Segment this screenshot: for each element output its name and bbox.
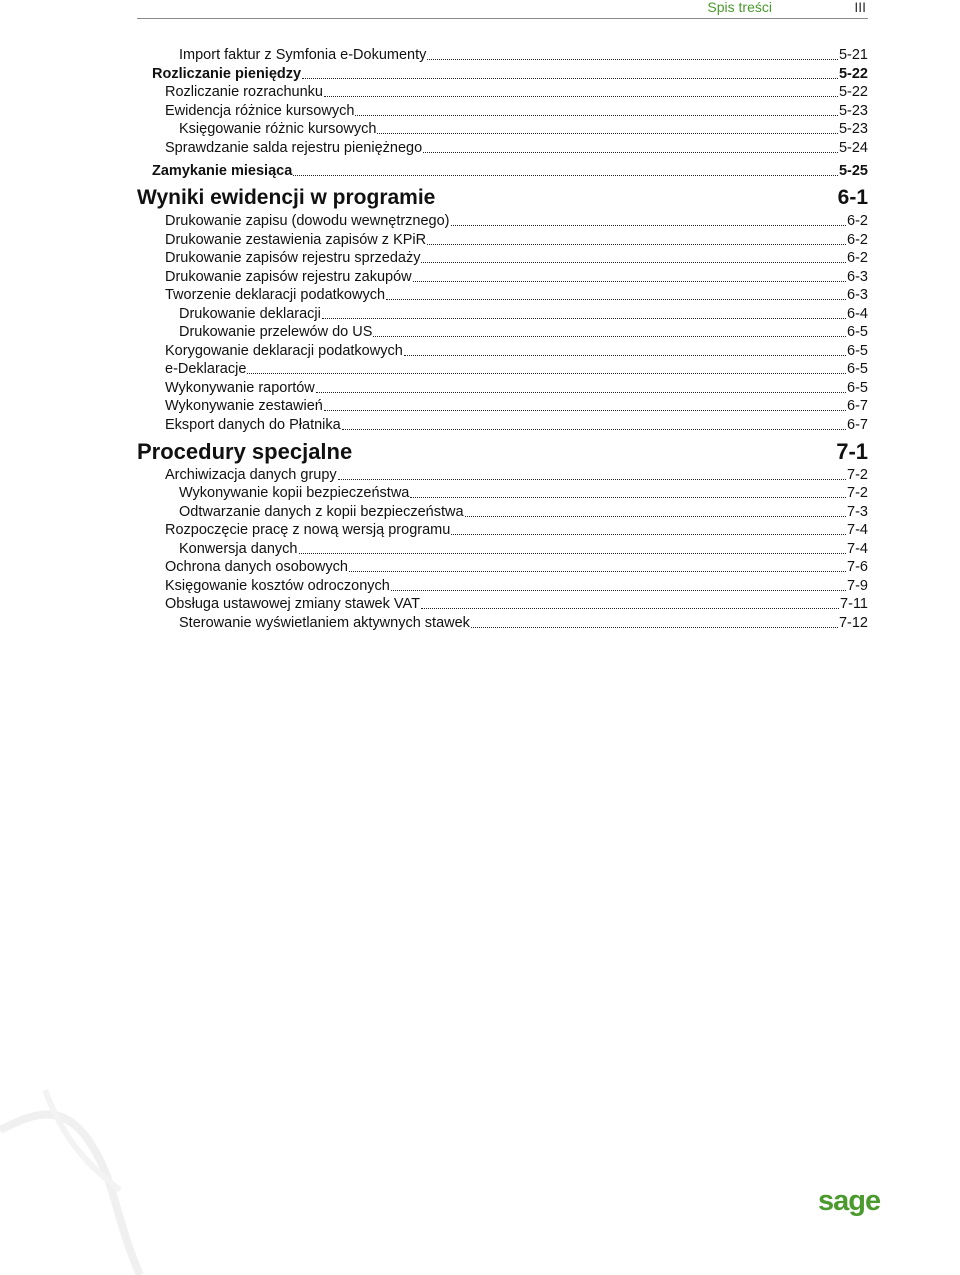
toc-entry-title: Księgowanie różnic kursowych [179, 121, 377, 137]
toc-entry[interactable] [165, 558, 868, 576]
toc-entry[interactable] [165, 466, 868, 484]
toc-entry[interactable] [165, 231, 868, 249]
toc-entry[interactable] [165, 83, 868, 101]
toc-leader [373, 324, 846, 337]
toc-entry-title: Ochrona danych osobowych [165, 559, 348, 575]
toc-entry[interactable] [179, 614, 868, 632]
toc-entry[interactable] [165, 286, 868, 304]
toc-leader [404, 343, 846, 356]
toc-entry-page: 5-23 [838, 121, 868, 137]
toc-entry-title: Rozliczanie rozrachunku [165, 84, 323, 100]
toc-entry[interactable] [165, 379, 868, 397]
toc-entry-page: 6-7 [847, 417, 868, 433]
toc-entry-title: Sprawdzanie salda rejestru pieniężnego [165, 140, 423, 156]
toc-entry-title: Eksport danych do Płatnika [165, 417, 341, 433]
toc-entry-title: Wykonywanie zestawień [165, 398, 323, 414]
toc-entry-title: Ewidencja różnice kursowych [165, 103, 355, 119]
toc-entry-title: Drukowanie zestawienia zapisów z KPiR [165, 232, 427, 248]
sage-logo-text: sage [818, 1185, 881, 1217]
toc-entry[interactable] [179, 120, 868, 138]
toc-entry-page: 7-4 [847, 522, 868, 538]
toc-leader [377, 121, 838, 134]
toc-leader [423, 140, 838, 153]
toc-leader [465, 504, 847, 517]
toc-entry[interactable] [165, 139, 868, 157]
toc-leader [421, 250, 846, 263]
toc-entry[interactable] [165, 521, 868, 539]
header-section-title: Spis treści [707, 0, 772, 15]
toc-leader [316, 380, 846, 393]
toc-entry-page: 6-3 [847, 287, 868, 303]
toc-entry-title: Drukowanie zapisów rejestru sprzedaży [165, 250, 421, 266]
toc-leader [324, 398, 846, 411]
toc-entry[interactable] [165, 397, 868, 415]
toc-entry-page: 6-5 [847, 324, 868, 340]
toc-entry[interactable] [165, 360, 868, 378]
toc-entry-title: Rozliczanie pieniędzy [152, 66, 302, 82]
toc-entry-page: 7-9 [847, 578, 868, 594]
toc-entry-page: 5-25 [838, 163, 868, 179]
toc-entry-page: 7-6 [847, 559, 868, 575]
toc-leader [322, 306, 846, 319]
toc-entry-title: Korygowanie deklaracji podatkowych [165, 343, 403, 359]
toc-entry-page: 7-2 [847, 467, 868, 483]
toc-entry[interactable] [165, 268, 868, 286]
toc-entry-page: 6-4 [847, 306, 868, 322]
toc-entry-page: 6-5 [847, 343, 868, 359]
toc-entry-title: Zamykanie miesiąca [152, 163, 293, 179]
toc-leader [391, 578, 846, 591]
toc-entry-page: 6-5 [847, 361, 868, 377]
toc-entry[interactable] [179, 503, 868, 521]
toc-entry-title: Drukowanie zapisu (dowodu wewnętrznego) [165, 213, 450, 229]
chapter-heading[interactable] [137, 186, 868, 212]
toc-entry[interactable] [152, 162, 868, 180]
decorative-swoosh-graphic [0, 1070, 160, 1275]
toc-entry-page: 7-2 [847, 485, 868, 501]
toc-entry-page: 5-22 [838, 84, 868, 100]
toc-entry-page: 6-7 [847, 398, 868, 414]
toc-entry-page: 7-11 [840, 596, 868, 612]
toc-entry-title: Drukowanie przelewów do US [179, 324, 373, 340]
toc-leader [451, 213, 847, 226]
toc-leader [355, 103, 838, 116]
toc-entry[interactable] [152, 65, 868, 83]
toc-leader [451, 522, 846, 535]
toc-entry-page: 6-2 [847, 250, 868, 266]
header-page-number: III [854, 0, 866, 15]
toc-leader [247, 361, 846, 374]
toc-leader [349, 559, 846, 572]
toc-entry-title: Sterowanie wyświetlaniem aktywnych stawek [179, 615, 470, 631]
toc-entry-title: Odtwarzanie danych z kopii bezpieczeństwa [179, 504, 464, 520]
toc-entry-page: 5-23 [838, 103, 868, 119]
toc-leader [410, 485, 846, 498]
toc-leader [299, 541, 847, 554]
toc-entry-title: Konwersja danych [179, 541, 298, 557]
toc-entry-page: 6-3 [847, 269, 868, 285]
chapter-page: 6-1 [837, 186, 868, 209]
toc-entry[interactable] [179, 540, 868, 558]
toc-entry[interactable] [165, 249, 868, 267]
toc-entry-title: Tworzenie deklaracji podatkowych [165, 287, 386, 303]
toc-entry-page: 6-2 [847, 213, 868, 229]
chapter-heading[interactable] [137, 439, 868, 465]
toc-entry-title: Obsługa ustawowej zmiany stawek VAT [165, 596, 420, 612]
toc-leader [324, 84, 838, 97]
toc-entry-page: 7-4 [847, 541, 868, 557]
toc-entry[interactable] [179, 323, 868, 341]
chapter-title: Wyniki ewidencji w programie [137, 186, 436, 209]
toc-leader [427, 232, 846, 245]
toc-entry-title: Księgowanie kosztów odroczonych [165, 578, 390, 594]
toc-entry[interactable] [165, 212, 868, 230]
toc-entry[interactable] [165, 595, 868, 613]
toc-entry-title: Import faktur z Symfonia e-Dokumenty [179, 47, 427, 63]
toc-entry-title: e-Deklaracje [165, 361, 247, 377]
toc-leader [427, 47, 838, 60]
toc-entry[interactable] [179, 305, 868, 323]
toc-entry[interactable] [165, 342, 868, 360]
toc-leader [342, 417, 846, 430]
toc-entry-title: Archiwizacja danych grupy [165, 467, 337, 483]
toc-entry[interactable] [165, 577, 868, 595]
toc-entry-title: Drukowanie zapisów rejestru zakupów [165, 269, 412, 285]
toc-leader [413, 269, 846, 282]
toc-entry-title: Rozpoczęcie pracę z nową wersją programu [165, 522, 451, 538]
sage-logo [818, 1185, 880, 1218]
toc-entry-page: 5-24 [838, 140, 868, 156]
toc-leader [421, 596, 839, 609]
toc-entry-page: 5-21 [838, 47, 868, 63]
toc-entry-page: 5-22 [838, 66, 868, 82]
toc-leader [338, 467, 846, 480]
toc-entry[interactable] [179, 46, 868, 64]
toc-entry-title: Wykonywanie kopii bezpieczeństwa [179, 485, 410, 501]
toc-leader [471, 615, 838, 628]
chapter-title: Procedury specjalne [137, 439, 353, 464]
toc-entry-title: Wykonywanie raportów [165, 380, 315, 396]
toc-entry-page: 6-5 [847, 380, 868, 396]
toc-entry-page: 7-3 [847, 504, 868, 520]
toc-entry-page: 7-12 [838, 615, 868, 631]
toc-entry-title: Drukowanie deklaracji [179, 306, 321, 322]
toc-leader [302, 66, 838, 79]
toc-entry[interactable] [165, 102, 868, 120]
toc-entry[interactable] [165, 416, 868, 434]
toc-leader [386, 287, 846, 300]
toc-leader [293, 163, 838, 176]
toc-entry-page: 6-2 [847, 232, 868, 248]
page-header [137, 0, 868, 19]
toc-entry[interactable] [179, 484, 868, 502]
chapter-page: 7-1 [836, 439, 868, 464]
